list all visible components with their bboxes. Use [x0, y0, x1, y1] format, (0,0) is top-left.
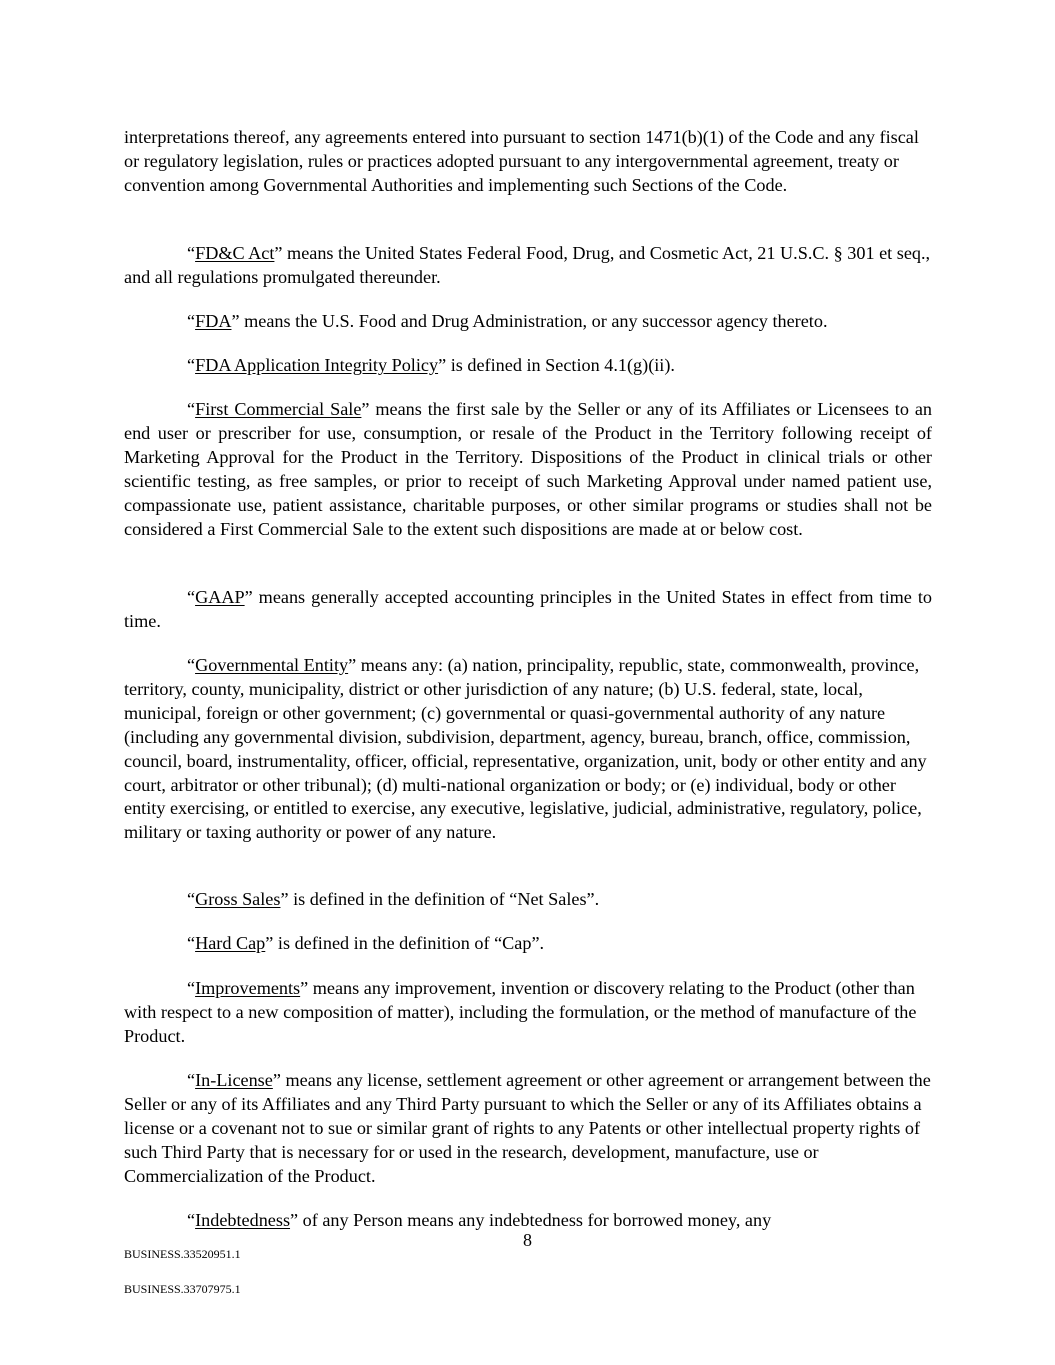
doc-id: BUSINESS.33520951.1: [124, 1247, 241, 1261]
definition-in-license: “In-License” means any license, settlement agreement or other agreement or arrangement between the Seller or any of its Affiliates and any Third Party pursuant to which the Seller or any of its Affiliates obtains a license or a covenant not to sue or similar grant of rights to any Patents or other intellectual property rights of such Third Party that is necessary for or used in the research, development, manufacture, use or Commercialization of the Product.: [124, 1070, 931, 1186]
defined-term: Hard Cap: [195, 933, 266, 953]
doc-id: BUSINESS.33707975.1: [124, 1282, 241, 1296]
defined-term: FDA Application Integrity Policy: [195, 355, 439, 375]
defined-term: Indebtedness: [195, 1210, 291, 1230]
definition-improvements: “Improvements” means any improvement, invention or discovery relating to the Product (other than with respect to a new composition of matter), including the formulation, or the method of manufacture of the Product.: [124, 978, 917, 1046]
defined-term: FDA: [195, 311, 232, 331]
defined-term: Governmental Entity: [195, 655, 349, 675]
definition-hard-cap: “Hard Cap” is defined in the definition of “Cap”.: [187, 933, 545, 953]
para-continuation: interpretations thereof, any agreements entered into pursuant to section 1471(b)(1) of the Code and any fiscal or regulatory legislation, rules or practices adopted pursuant to any intergovernmental agreement, treaty or convention among Governmental Authorities and implementing such Sections of the Code.: [124, 127, 919, 195]
page-number: 8: [523, 1230, 532, 1250]
defined-term: In-License: [195, 1070, 273, 1090]
definition-gaap: “GAAP” means generally accepted accounting principles in the United States in effect from time to time.: [124, 587, 932, 631]
defined-term: FD&C Act: [195, 243, 275, 263]
defined-term: Improvements: [195, 978, 301, 998]
definition-fda-aip: “FDA Application Integrity Policy” is defined in Section 4.1(g)(ii).: [187, 355, 675, 375]
defined-term: Gross Sales: [195, 889, 281, 909]
definition-fda: “FDA” means the U.S. Food and Drug Administration, or any successor agency thereto.: [187, 311, 828, 331]
defined-term: GAAP: [195, 587, 245, 607]
definition-fdc-act: “FD&C Act” means the United States Federal Food, Drug, and Cosmetic Act, 21 U.S.C. § 301 et seq., and all regulations promulgated thereunder.: [124, 243, 931, 287]
definition-governmental-entity: “Governmental Entity” means any: (a) nation, principality, republic, state, commonwealth, province, territory, county, municipality, district or other jurisdiction of any nature; (b) U.S. federal, state, local, municipal, foreign or other government; (c) governmental or quasi-governmental authority of any nature (including any governmental division, subdivision, department, agency, bureau, branch, office, commission, council, board, instrumentality, officer, official, representative, organization, unit, body or other entity and any court, arbitrator or other tribunal); (d) multi-national organization or body; or (e) individual, body or other entity exercising, or entitled to exercise, any executive, legislative, judicial, administrative, regulatory, police, military or taxing authority or power of any nature.: [124, 655, 927, 843]
defined-term: First Commercial Sale: [195, 399, 362, 419]
definition-first-commercial-sale: “First Commercial Sale” means the first sale by the Seller or any of its Affiliates or Licensees to an end user or prescriber for use, consumption, or resale of the Product in the Territory following receipt of Marketing Approval for the Product in the Territory. Dispositions of the Product in clinical trials or other scientific testing, as free samples, or prior to receipt of such Marketing Approval under named patient use, compassionate use, patient assistance, charitable purposes, or other similar programs or studies shall not be considered a First Commercial Sale to the extent such dispositions are made at or below cost.: [124, 399, 932, 539]
definition-gross-sales: “Gross Sales” is defined in the definition of “Net Sales”.: [187, 889, 600, 909]
definition-indebtedness: “Indebtedness” of any Person means any indebtedness for borrowed money, any: [187, 1210, 772, 1230]
